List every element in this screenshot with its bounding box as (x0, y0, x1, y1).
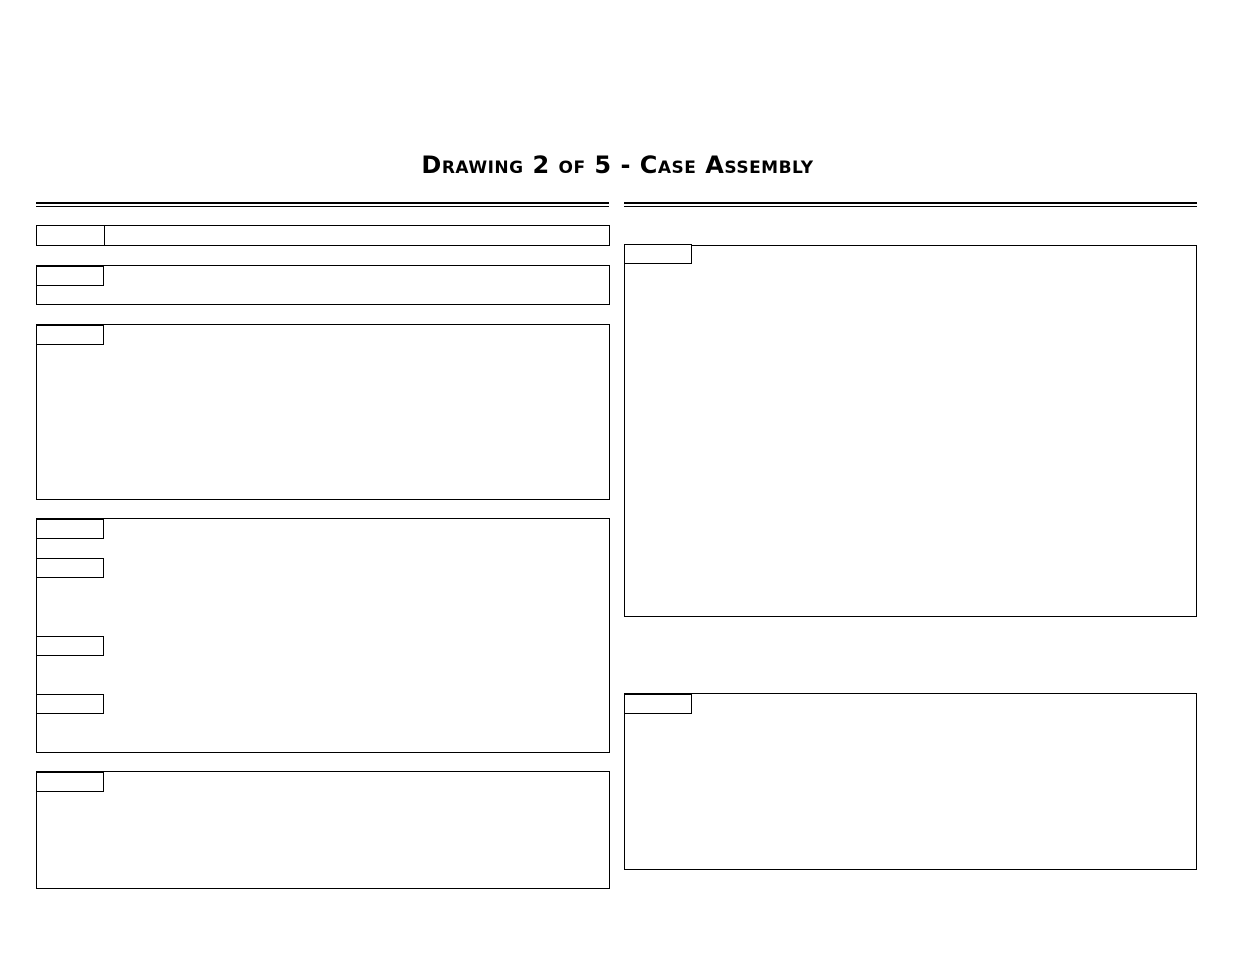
box-tag (624, 694, 692, 714)
box-tag (36, 266, 104, 286)
strip-divider (104, 226, 105, 245)
left-box-3 (36, 518, 610, 753)
box-tag (36, 325, 104, 345)
box-tag (36, 694, 104, 714)
right-header-rule (624, 202, 1197, 207)
left-box-2 (36, 324, 610, 500)
box-tag (36, 519, 104, 539)
left-box-4 (36, 771, 610, 889)
box-tag (36, 772, 104, 792)
box-tag (624, 244, 692, 264)
page-title: Drawing 2 of 5 - Case Assembly (421, 151, 814, 180)
left-box-1 (36, 265, 610, 305)
right-box-1 (624, 245, 1197, 617)
left-field-strip (36, 225, 610, 246)
box-tag (36, 558, 104, 578)
right-box-2 (624, 693, 1197, 870)
left-header-rule (36, 202, 609, 207)
box-tag (36, 636, 104, 656)
